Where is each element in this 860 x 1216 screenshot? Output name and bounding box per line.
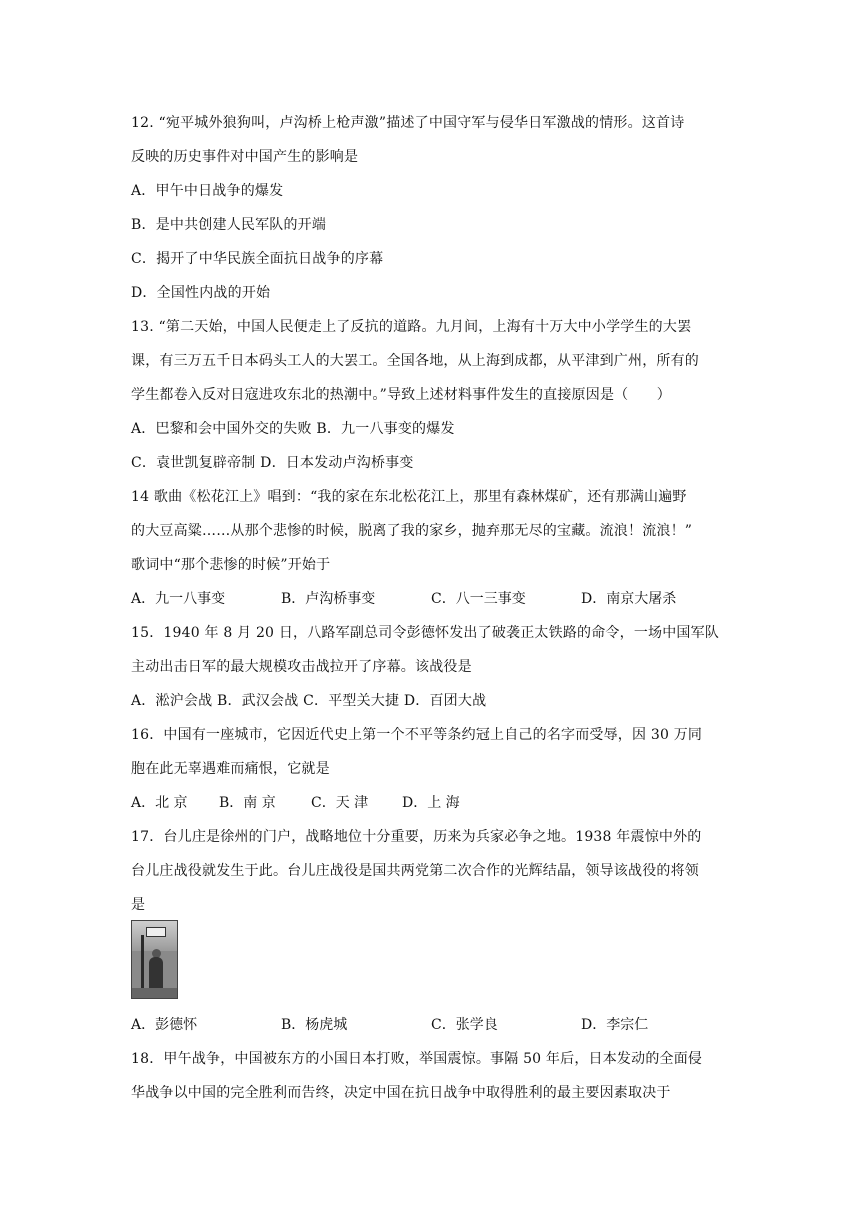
photo-sign (146, 927, 166, 937)
q14-option-a: A．九一八事变 (131, 591, 226, 607)
q12-stem-line2: 反映的历史事件对中国产生的影响是 (131, 149, 359, 165)
q14-stem-line1: 14 歌曲《松花江上》唱到：“我的家在东北松花江上，那里有森林煤矿，还有那满山遍野 (131, 489, 687, 505)
q15-options: A．淞沪会战 B．武汉会战 C．平型关大捷 D．百团大战 (131, 693, 487, 709)
q17-option-a: A．彭德怀 (131, 1017, 198, 1033)
q12-option-d: D．全国性内战的开始 (131, 285, 271, 301)
q15-stem-line2: 主动出击日军的最大规模攻击战拉开了序幕。该战役是 (131, 659, 472, 675)
q14-stem-line3: 歌词中“那个悲惨的时候”开始于 (131, 557, 331, 573)
photo-ground (132, 988, 177, 998)
q12-stem-line1: 12. “宛平城外狼狗叫，卢沟桥上枪声激”描述了中国守军与侵华日军激战的情形。这首诗 (131, 115, 685, 131)
q17-stem-line3: 是 (131, 897, 146, 913)
q18-stem-line1: 18．甲午战争，中国被东方的小国日本打败，举国震惊。事隔 50 年后，日本发动的全面侵 (131, 1051, 703, 1067)
q18-stem-line2: 华战争以中国的完全胜利而告终，决定中国在抗日战争中取得胜利的最主要因素取决于 (131, 1085, 671, 1101)
q17-option-d: D．李宗仁 (581, 1017, 649, 1033)
q15-stem-line1: 15．1940 年 8 月 20 日，八路军副总司令彭德怀发出了破袭正太铁路的命令，一场中国军队 (131, 625, 720, 641)
q16-option-d: D．上 海 (402, 795, 460, 811)
q17-stem-line1: 17．台儿庄是徐州的门户，战略地位十分重要，历来为兵家必争之地。1938 年震惊中外的 (131, 829, 702, 845)
q17-option-b: B．杨虎城 (281, 1017, 348, 1033)
q12-option-a: A．甲午中日战争的爆发 (131, 183, 284, 199)
q13-options-cd: C．袁世凯复辟帝制 D．日本发动卢沟桥事变 (131, 455, 414, 471)
q13-stem-line3: 学生都卷入反对日寇进攻东北的热潮中。”导致上述材料事件发生的直接原因是（ ） (131, 387, 671, 403)
q12-option-b: B．是中共创建人民军队的开端 (131, 217, 327, 233)
q16-stem-line2: 胞在此无辜遇难而痛恨，它就是 (131, 761, 330, 777)
q16-option-a: A．北 京 (131, 795, 188, 811)
q17-option-c: C．张学良 (431, 1017, 498, 1033)
q14-option-c: C．八一三事变 (431, 591, 526, 607)
q14-option-b: B．卢沟桥事变 (281, 591, 376, 607)
q12-option-c: C．揭开了中华民族全面抗日战争的序幕 (131, 251, 384, 267)
q14-option-d: D．南京大屠杀 (581, 591, 677, 607)
q14-stem-line2: 的大豆高粱……从那个悲惨的时候，脱离了我的家乡，抛弃那无尽的宝藏。流浪！流浪！” (131, 523, 693, 539)
q17-stem-line2: 台儿庄战役就发生于此。台儿庄战役是国共两党第二次合作的光辉结晶，领导该战役的将领 (131, 863, 699, 879)
general-photo (131, 920, 178, 999)
q16-option-b: B．南 京 (219, 795, 276, 811)
q16-option-c: C．天 津 (311, 795, 369, 811)
q13-options-ab: A．巴黎和会中国外交的失败 B．九一八事变的爆发 (131, 421, 455, 437)
q16-stem-line1: 16．中国有一座城市，它因近代史上第一个不平等条约冠上自己的名字而受辱，因 30 万同 (131, 727, 703, 743)
q13-stem-line1: 13. “第二天始，中国人民便走上了反抗的道路。九月间，上海有十万大中小学学生的大罢 (131, 319, 692, 335)
q13-stem-line2: 课，有三万五千日本码头工人的大罢工。全国各地，从上海到成都，从平津到广州，所有的 (131, 353, 699, 369)
